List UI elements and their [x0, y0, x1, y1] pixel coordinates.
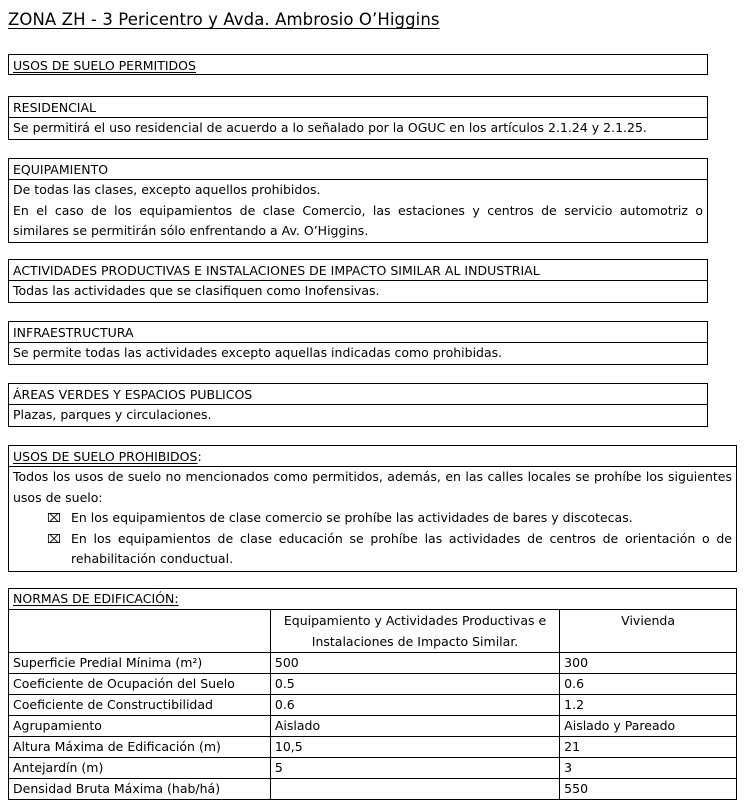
prohibidos-header-text: USOS DE SUELO PROHIBIDOS: [13, 449, 198, 464]
table-row: [9, 674, 737, 695]
prohibidos-section: [8, 445, 737, 572]
table-cell: 550: [560, 779, 737, 800]
table-cell: 500: [270, 653, 559, 674]
areas-verdes-header: ÁREAS VERDES Y ESPACIOS PUBLICOS: [9, 384, 707, 405]
infraestructura-section: [8, 321, 708, 365]
table-cell: Densidad Bruta Máxima (hab/há): [9, 779, 271, 800]
page-title: ZONA ZH - 3 Pericentro y Avda. Ambrosio O’Higgins: [8, 10, 440, 29]
normas-col-header-1: Equipamiento y Actividades Productivas e Instalaciones de Impacto Similar.: [270, 610, 559, 653]
table-cell: 0.5: [270, 674, 559, 695]
table-row: [9, 653, 737, 674]
prohibidos-bullet-2-text: En los equipamientos de clase educación se prohíbe las actividades de centros de orientación o de rehabilitación conductual.: [71, 530, 732, 566]
table-cell: 5: [270, 758, 559, 779]
actividades-section: [8, 259, 708, 303]
table-cell: 1.2: [560, 695, 737, 716]
equipamiento-line-2: En el caso de los equipamientos de clase Comercio, las estaciones y centros de servicio automotriz o similares se permitirán sólo enfrentando a Av. O’Higgins.: [13, 202, 703, 238]
normas-header: [9, 589, 737, 610]
prohibidos-list: [13, 508, 732, 570]
table-cell: Superficie Predial Mínima (m²): [9, 653, 271, 674]
table-cell: 0.6: [560, 674, 737, 695]
prohibidos-bullet-1-text: En los equipamientos de clase comercio se prohíbe las actividades de bares y discotecas.: [71, 510, 633, 525]
residencial-body: [9, 118, 707, 139]
table-cell: 300: [560, 653, 737, 674]
areas-verdes-text: Plazas, parques y circulaciones.: [13, 407, 212, 422]
areas-verdes-section: [8, 383, 708, 427]
usos-permitidos-section: [8, 54, 708, 75]
table-row: [9, 758, 737, 779]
usos-permitidos-header: [9, 55, 707, 75]
ballot-x-icon: ⌧: [47, 531, 61, 546]
table-cell: 10,5: [270, 737, 559, 758]
equipamiento-section: [8, 158, 708, 243]
table-cell: Aislado y Pareado: [560, 716, 737, 737]
normas-header-text: NORMAS DE EDIFICACIÓN: [13, 591, 175, 606]
prohibidos-header-colon: :: [197, 449, 202, 464]
equipamiento-header: EQUIPAMIENTO: [9, 159, 707, 180]
normas-caption-row: [9, 589, 737, 610]
areas-verdes-body: [9, 405, 707, 426]
prohibidos-header: [9, 446, 736, 467]
prohibidos-bullet-2: [13, 529, 732, 570]
table-cell: Altura Máxima de Edificación (m): [9, 737, 271, 758]
actividades-header: ACTIVIDADES PRODUCTIVAS E INSTALACIONES DE IMPACTO SIMILAR AL INDUSTRIAL: [9, 260, 707, 281]
table-cell: Coeficiente de Constructibilidad: [9, 695, 271, 716]
actividades-body: [9, 281, 707, 302]
normas-col-header-2: Vivienda: [560, 610, 737, 653]
prohibidos-body: [9, 467, 736, 571]
equipamiento-line-1: De todas las clases, excepto aquellos prohibidos.: [13, 182, 321, 197]
table-cell: Agrupamiento: [9, 716, 271, 737]
infraestructura-body: [9, 343, 707, 364]
table-cell: 0.6: [270, 695, 559, 716]
table-cell: Coeficiente de Ocupación del Suelo: [9, 674, 271, 695]
table-cell: Antejardín (m): [9, 758, 271, 779]
table-cell: [270, 779, 559, 800]
usos-permitidos-header-text: USOS DE SUELO PERMITIDOS: [13, 58, 196, 73]
infraestructura-text: Se permite todas las actividades excepto aquellas indicadas como prohibidas.: [13, 345, 503, 360]
table-row: [9, 716, 737, 737]
residencial-header: RESIDENCIAL: [9, 97, 707, 118]
infraestructura-header: INFRAESTRUCTURA: [9, 322, 707, 343]
prohibidos-bullet-1: [13, 508, 732, 529]
normas-column-header-row: [9, 610, 737, 653]
table-row: [9, 779, 737, 800]
equipamiento-body: [9, 180, 707, 242]
normas-header-colon: :: [174, 591, 179, 606]
residencial-text: Se permitirá el uso residencial de acuerdo a lo señalado por la OGUC en los artículos 2.1.24 y 2.1.25.: [13, 120, 647, 135]
normas-table: [8, 588, 737, 800]
residencial-section: [8, 96, 708, 140]
prohibidos-intro: Todos los usos de suelo no mencionados como permitidos, además, en las calles locales se prohíbe los siguientes usos de suelo:: [13, 469, 732, 505]
ballot-x-icon: ⌧: [47, 511, 61, 525]
normas-col-header-0: [9, 610, 271, 653]
table-cell: 3: [560, 758, 737, 779]
table-row: [9, 737, 737, 758]
table-cell: Aislado: [270, 716, 559, 737]
table-cell: 21: [560, 737, 737, 758]
actividades-text: Todas las actividades que se clasifiquen como Inofensivas.: [13, 283, 380, 298]
table-row: [9, 695, 737, 716]
